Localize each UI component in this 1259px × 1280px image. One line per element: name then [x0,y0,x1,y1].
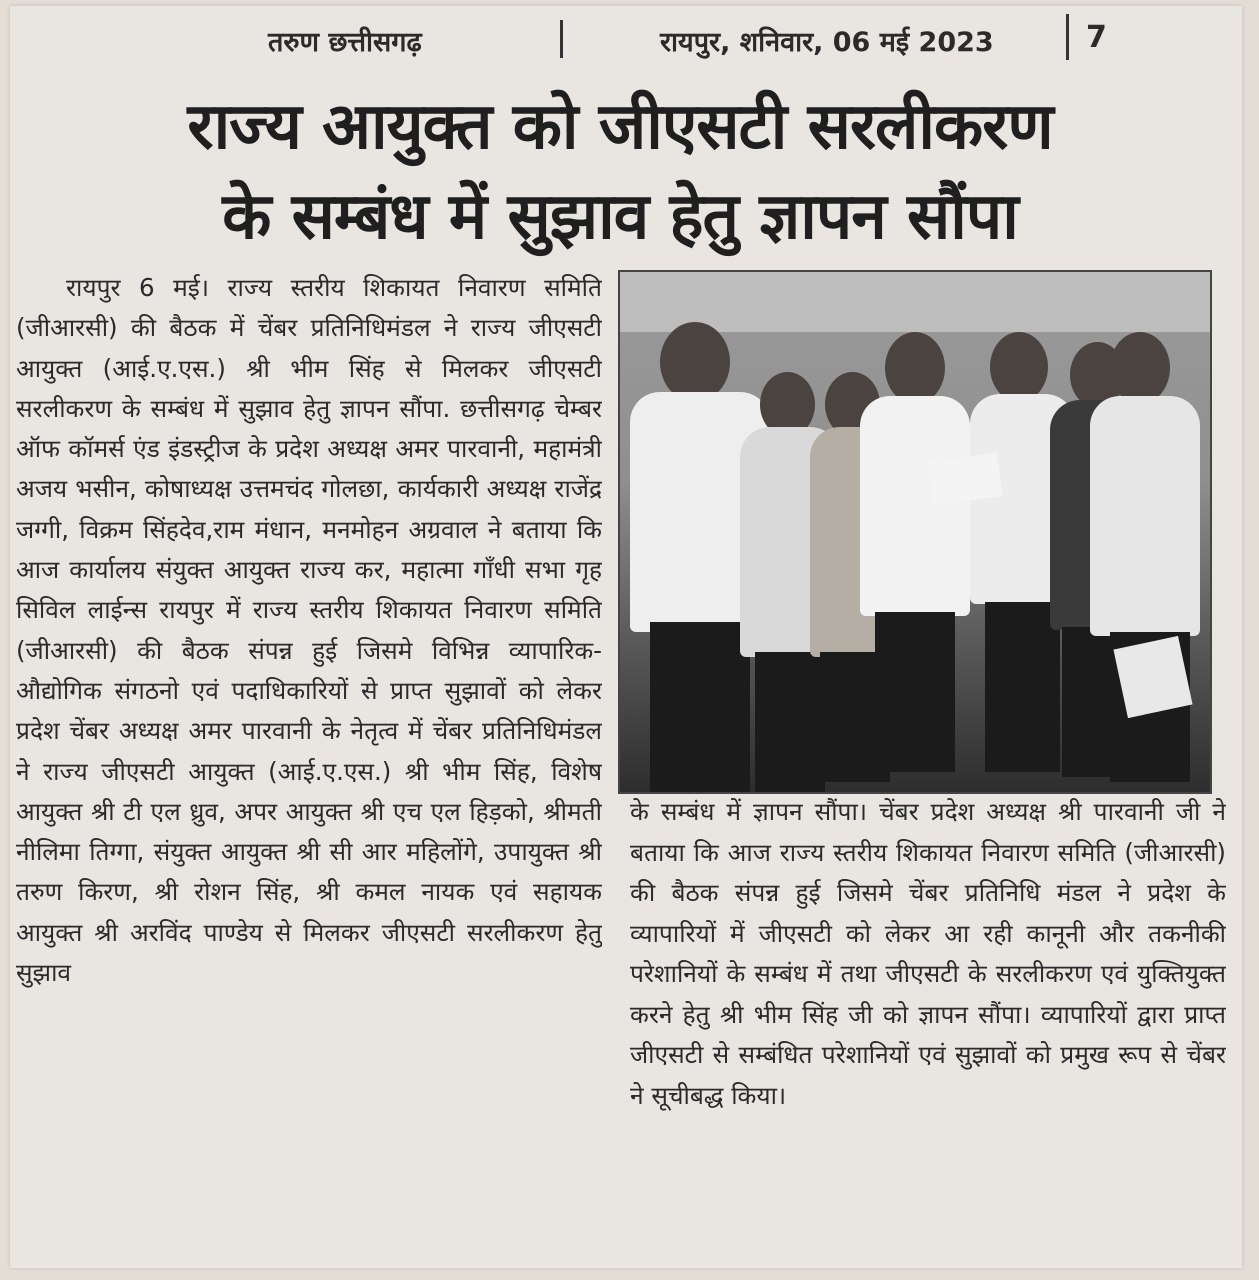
page-number: 7 [1086,20,1107,55]
newspaper-name: तरुण छत्तीसगढ़ [268,27,422,58]
photo-background-wall [620,272,1210,332]
masthead [240,14,1120,64]
headline [20,82,1220,262]
dateline: रायपुर, शनिवार, 06 मई 2023 [660,27,994,58]
masthead-divider [1066,14,1069,60]
news-photo [618,270,1212,794]
article-body-right: के सम्बंध में ज्ञापन सौंपा। चेंबर प्रदेश अध्यक्ष श्री पारवानी जी ने बताया कि आज राज्य स्तरीय शिकायत निवारण समिति (जीआरसी) की बैठक संपन्न हुई जिसमे चेंबर प्रतिनिधि मंडल ने प्रदेश के व्यापारियों में जीएसटी को लेकर आ रही कानूनी और तकनीकी परेशानियों के सम्बंध में तथा जीएसटी के सरलीकरण एवं युक्तियुक्त करने हेतु श्री भीम सिंह जी को ज्ञापन सौंपा। व्यापारियों द्वारा प्राप्त जीएसटी से सम्बंधित परेशानियों एवं सुझावों को प्रमुख रूप से चेंबर ने सूचीबद्ध किया। [630,797,1226,1110]
masthead-divider [560,20,563,58]
article-body-left: रायपुर 6 मई। राज्य स्तरीय शिकायत निवारण समिति (जीआरसी) की बैठक में चेंबर प्रतिनिधिमंडल ने राज्य जीएसटी आयुक्त (आई.ए.एस.) श्री भीम सिंह से मिलकर जीएसटी सरलीकरण के सम्बंध में सुझाव हेतु ज्ञापन सौंपा. छत्तीसगढ़ चेम्बर ऑफ कॉमर्स एंड इंडस्ट्रीज के प्रदेश अध्यक्ष अमर पारवानी, महामंत्री अजय भसीन, कोषाध्यक्ष उत्तमचंद गोलछा, कार्यकारी अध्यक्ष राजेंद्र जग्गी, विक्रम सिंहदेव,राम मंधान, मनमोहन अग्रवाल ने बताया कि आज कार्यालय संयुक्त आयुक्त राज्य कर, महात्मा गाँधी सभा गृह सिविल लाईन्स रायपुर में राज्य स्तरीय शिकायत निवारण समिति (जीआरसी) की बैठक संपन्न हुई जिसमे विभिन्न व्यापारिक-औद्योगिक संगठनो एवं पदाधिकारियों से प्राप्त सुझावों को लेकर प्रदेश चेंबर अध्यक्ष अमर पारवानी के नेतृत्व में चेंबर प्रतिनिधिमंडल ने राज्य जीएसटी आयुक्त (आई.ए.एस.) श्री भीम सिंह, विशेष आयुक्त श्री टी एल ध्रुव, अपर आयुक्त श्री एच एल हिड़को, श्रीमती नीलिमा तिग्गा, संयुक्त आयुक्त श्री सी आर महिलोंगे, उपायुक्त श्री तरुण किरण, श्री रोशन सिंह, श्री कमल नायक एवं सहायक आयुक्त श्री अरविंद पाण्डेय से मिलकर जीएसटी सरलीकरण हेतु सुझाव [16,273,602,988]
article-right-column [630,792,1226,1212]
headline-line-1: राज्य आयुक्त को जीएसटी सरलीकरण [187,90,1053,164]
article-left-column [16,268,602,1228]
paper-bag [1113,636,1192,718]
headline-line-2: के सम्बंध में सुझाव हेतु ज्ञापन सौंपा [222,180,1018,254]
